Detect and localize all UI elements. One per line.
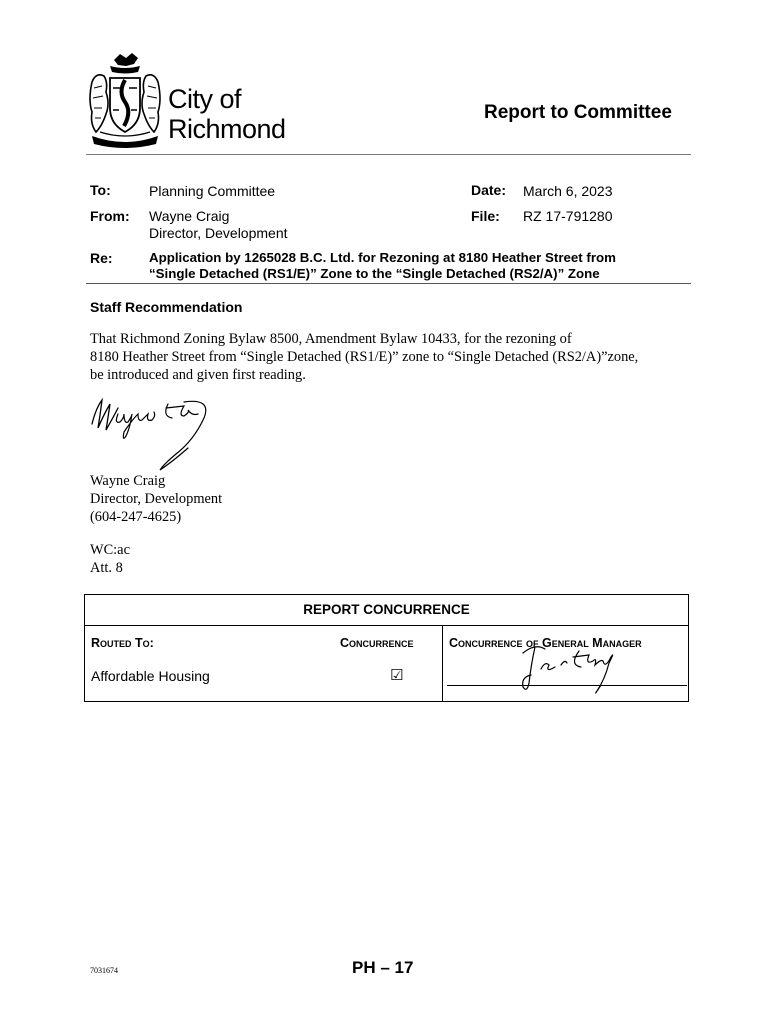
header-divider: [86, 154, 691, 155]
handwritten-signature-icon: [88, 394, 218, 474]
table-divider: [85, 625, 688, 626]
concurrence-title: REPORT CONCURRENCE: [303, 602, 470, 617]
date-label: Date:: [471, 182, 507, 198]
to-value: Planning Committee: [149, 183, 276, 199]
city-of-richmond-coat-of-arms-icon: [86, 52, 164, 152]
recommendation-line3: be introduced and given first reading.: [90, 367, 306, 383]
column-divider: [442, 625, 443, 702]
department-name: Affordable Housing: [91, 668, 210, 684]
city-name-line1: City of: [168, 84, 242, 114]
re-subject-line2: “Single Detached (RS1/E)” Zone to the “Single Detached (RS2/A)” Zone: [149, 266, 600, 281]
concurrence-header: Concurrence: [340, 636, 414, 650]
city-name: [168, 84, 286, 144]
date-value: March 6, 2023: [523, 183, 613, 199]
attachments: Att. 8: [90, 560, 123, 576]
concurrence-table: [84, 594, 689, 702]
reference-block: [90, 541, 130, 577]
re-label: Re:: [90, 250, 113, 266]
subject-divider: [86, 283, 691, 284]
checkbox-checked-icon: ☑: [390, 666, 404, 684]
from-label: From:: [90, 208, 130, 224]
signer-block: [90, 472, 222, 526]
initials: WC:ac: [90, 542, 130, 558]
re-subject-line1: Application by 1265028 B.C. Ltd. for Rezoning at 8180 Heather Street from: [149, 250, 616, 265]
from-value: [149, 208, 288, 242]
recommendation-text: [90, 330, 690, 384]
from-title: Director, Development: [149, 225, 288, 241]
general-manager-header: Concurrence of General Manager: [449, 636, 642, 650]
to-label: To:: [90, 182, 111, 198]
recommendation-line2: 8180 Heather Street from “Single Detached (RS1/E)” zone to “Single Detached (RS2/A)”zone,: [90, 349, 639, 365]
section-heading: Staff Recommendation: [90, 299, 243, 315]
from-name: Wayne Craig: [149, 208, 230, 224]
re-subject: [149, 250, 689, 282]
file-label: File:: [471, 208, 500, 224]
file-value: RZ 17-791280: [523, 208, 613, 224]
signer-name: Wayne Craig: [90, 473, 166, 489]
city-name-line2: Richmond: [168, 114, 286, 144]
handwritten-signature-icon: [505, 635, 620, 697]
routed-to-header: Routed To:: [91, 636, 154, 650]
report-title: Report to Committee: [484, 102, 672, 123]
document-number: 7031674: [90, 966, 118, 975]
recommendation-line1: That Richmond Zoning Bylaw 8500, Amendment Bylaw 10433, for the rezoning of: [90, 331, 572, 347]
signer-phone: (604-247-4625): [90, 509, 182, 525]
page-number: PH – 17: [352, 958, 414, 977]
signer-title: Director, Development: [90, 491, 223, 507]
